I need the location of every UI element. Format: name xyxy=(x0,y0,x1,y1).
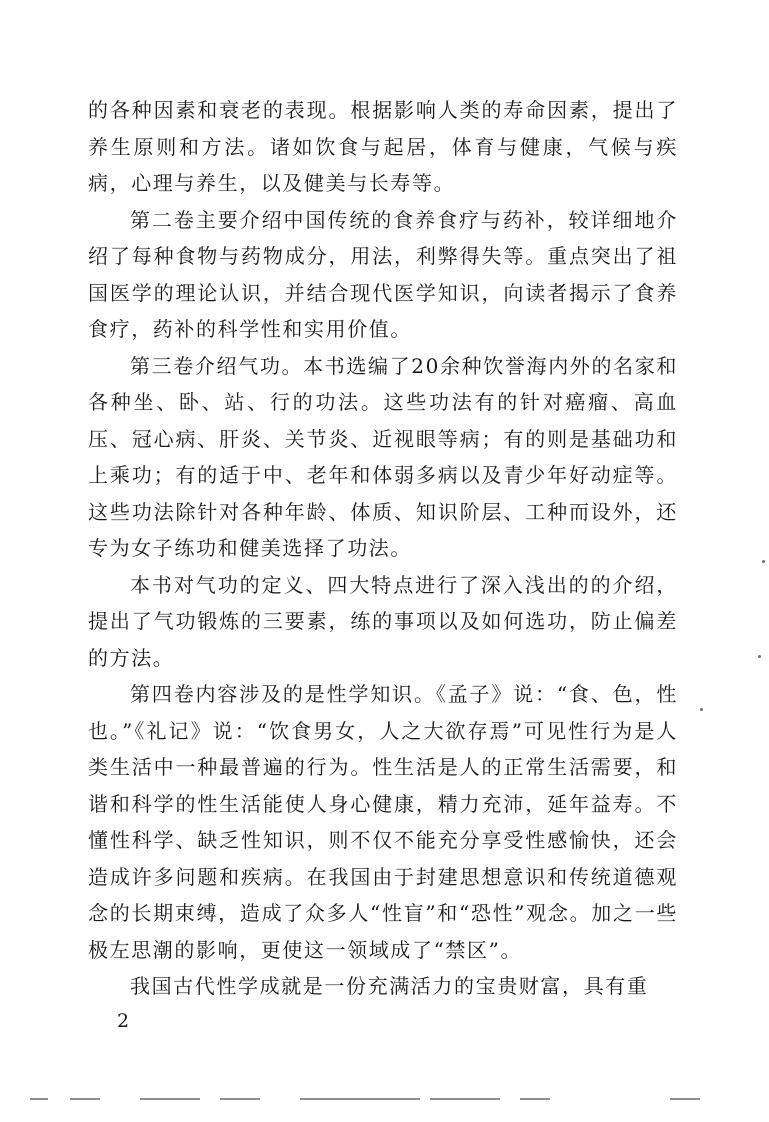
paragraph-continued: 的各种因素和衰老的表现。根据影响人类的寿命因素，提出了养生原则和方法。诸如饮食与起居，体育与健康，气候与疾病，心理与养生，以及健美与长寿等。 xyxy=(88,98,678,195)
page-number: 2 xyxy=(117,1010,130,1032)
paragraph-volume-three: 第三卷介绍气功。本书选编了20余种饮誉海内外的名家和各种坐、卧、站、行的功法。这些功法有的针对癌瘤、高血压、冠心病、肝炎、关节炎、近视眼等病；有的则是基础功和上乘功；有的适于中、老年和体弱多病以及青少年好动症等。这些功法除针对各种年龄、体质、知识阶层、工种而设外，还专为女子练功和健美选择了功法。 xyxy=(88,353,678,560)
scan-speck xyxy=(700,708,703,711)
paragraph-volume-two: 第二卷主要介绍中国传统的食养食疗与药补，较详细地介绍了每种食物与药物成分，用法，利弊得失等。重点突出了祖国医学的理论认识，并结合现代医学知识，向读者揭示了食养食疗，药补的科学性和实用价值。 xyxy=(88,207,678,341)
scan-edge-artifact xyxy=(30,1098,710,1102)
page-body xyxy=(88,92,678,1005)
scan-speck xyxy=(762,560,765,563)
paragraph-qigong: 本书对气功的定义、四大特点进行了深入浅出的的介绍，提出了气功锻炼的三要素，练的事项以及如何选功，防止偏差的方法。 xyxy=(88,572,678,670)
paragraph-ancient-sexology: 我国古代性学成就是一份充满活力的宝贵财富，具有重 xyxy=(130,974,649,998)
scan-speck xyxy=(758,655,761,658)
paragraph-volume-four: 第四卷内容涉及的是性学知识。《孟子》说：“食、色，性也。”《礼记》说：“饮食男女，人之大欲存焉”可见性行为是人类生活中一种最普遍的行为。性生活是人的正常生活需要，和谐和科学的性生活能使人身心健康，精力充沛，延年益寿。不懂性科学、缺乏性知识，则不仅不能充分享受性感愉快，还会造成许多问题和疾病。在我国由于封建思想意识和传统道德观念的长期束缚，造成了众多人“性盲”和“恐性”观念。加之一些极左思潮的影响，更使这一领域成了“禁区”。 xyxy=(88,682,678,962)
